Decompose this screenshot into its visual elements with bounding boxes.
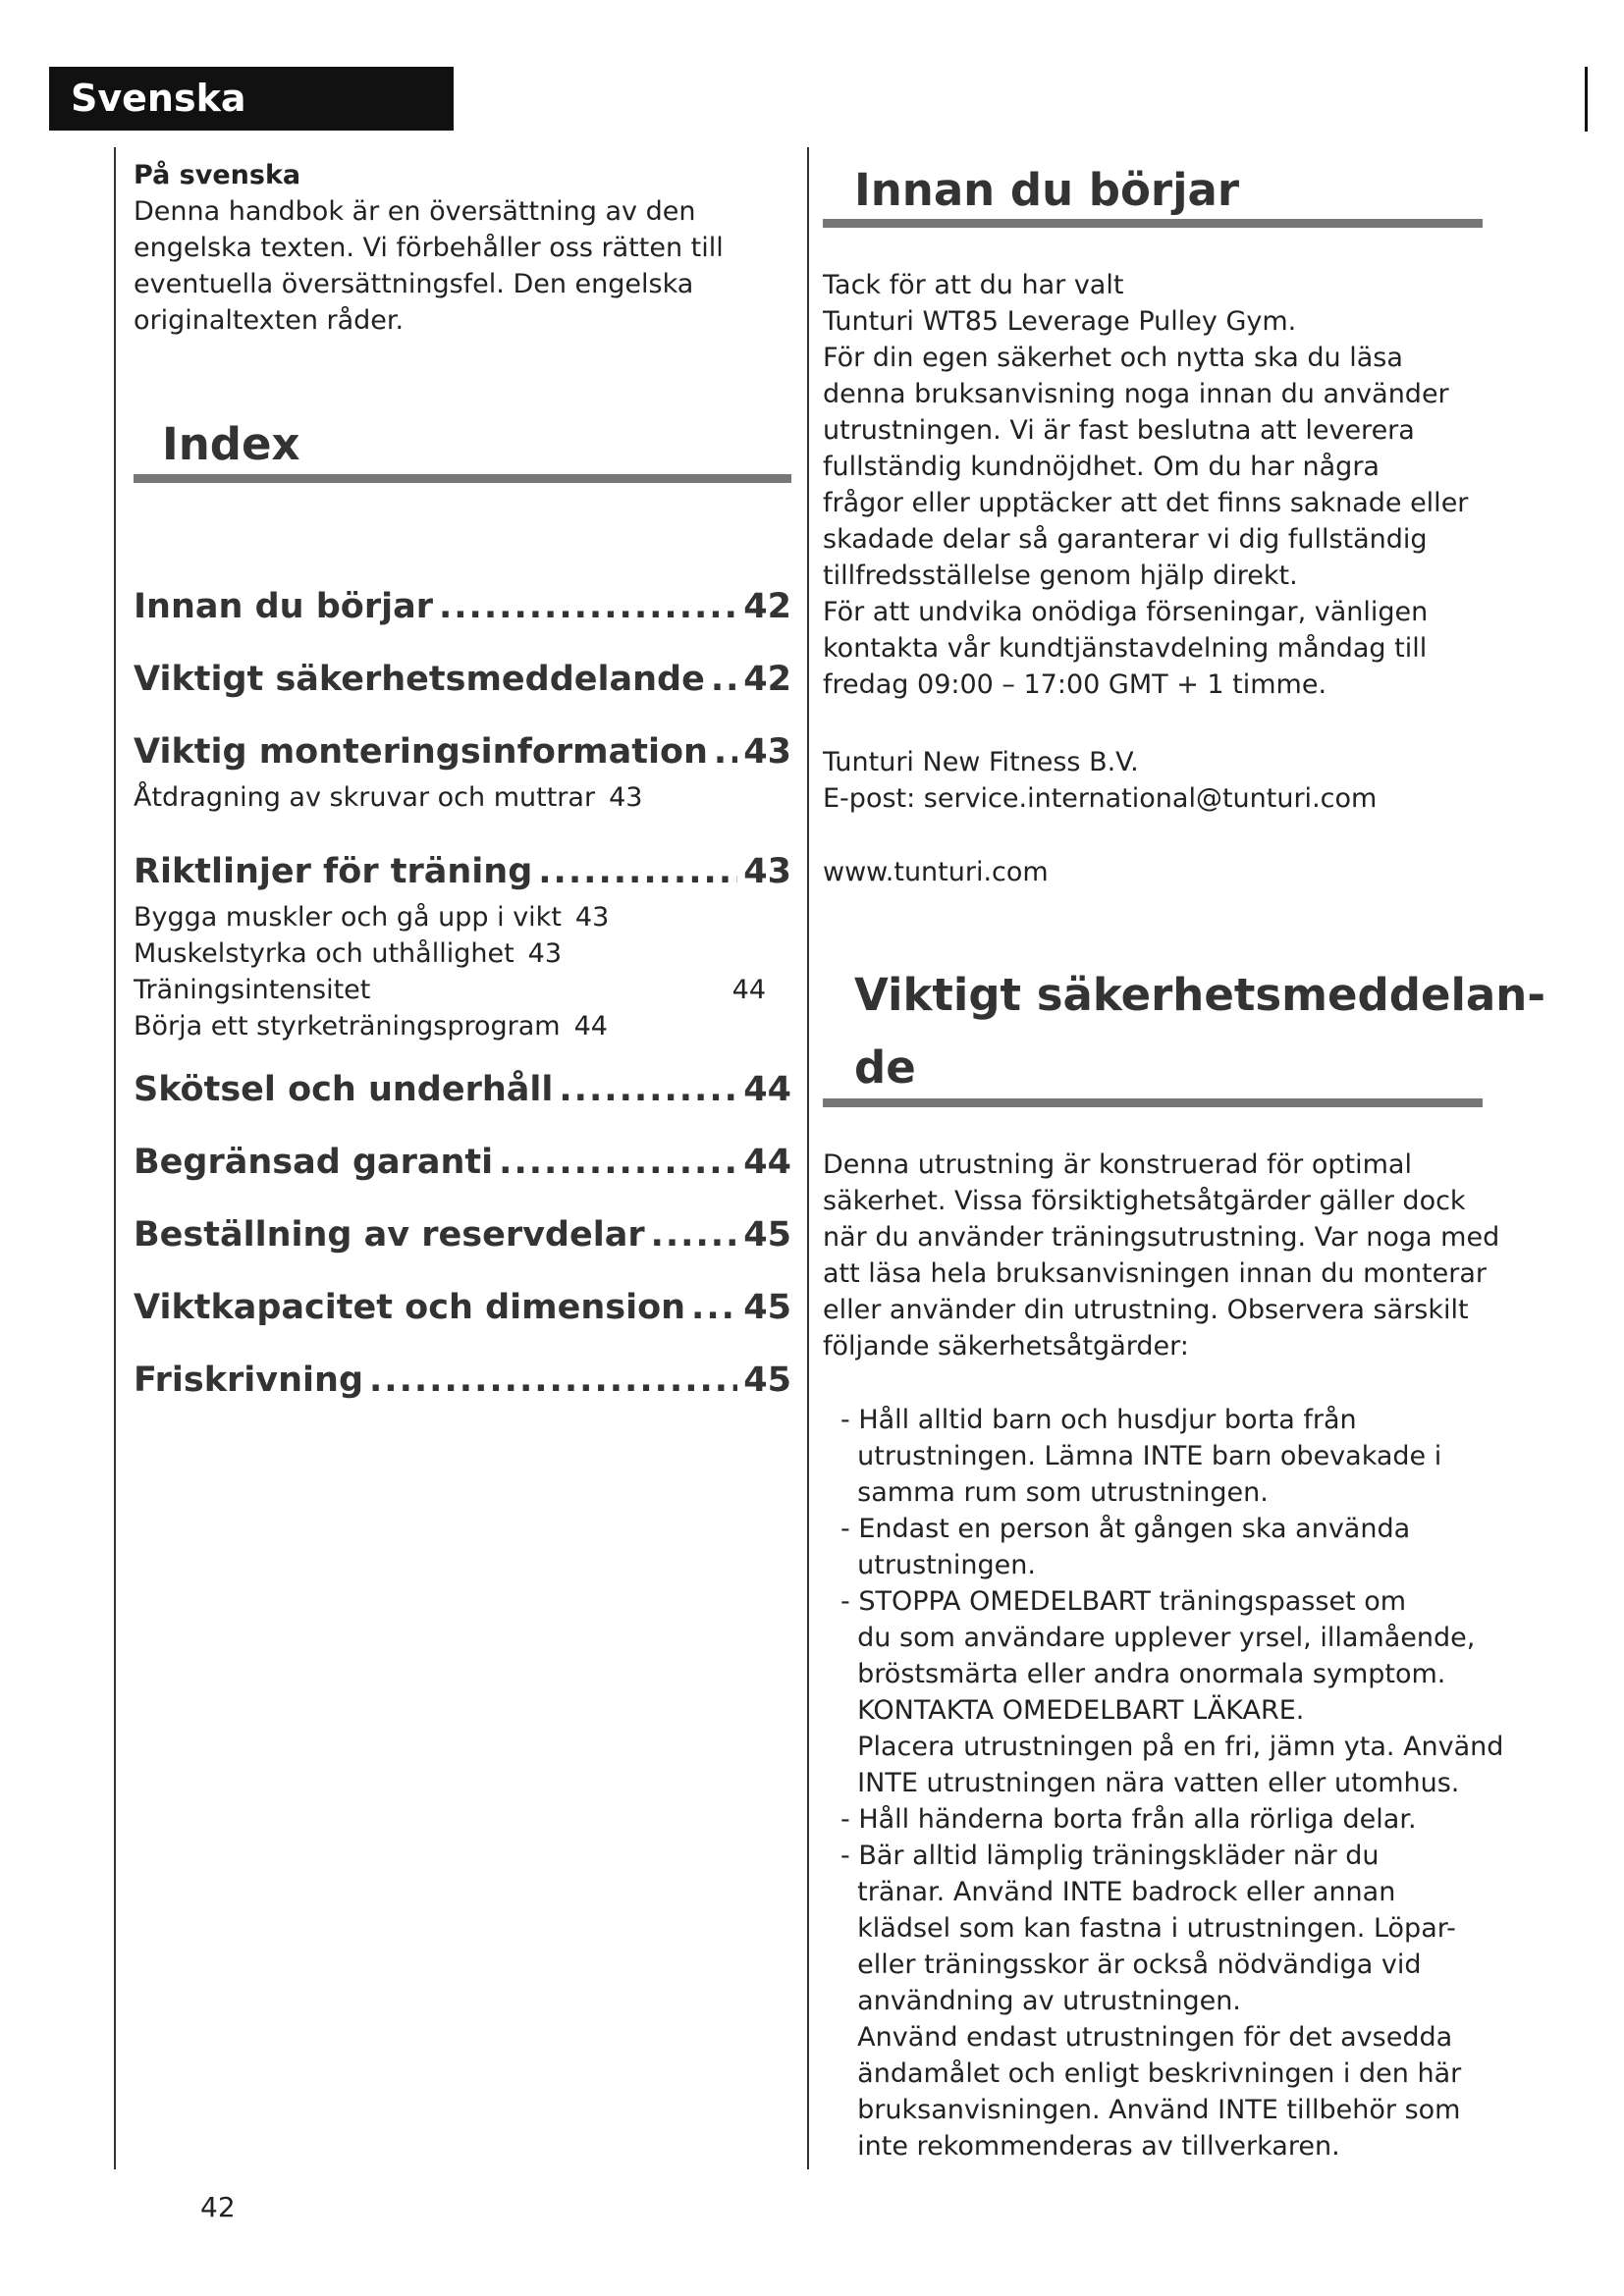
safety-paragraph: [823, 1147, 1500, 1364]
toc-sub-entry[interactable]: Träningsintensitet 44: [134, 975, 766, 1005]
center-column-rule: [807, 147, 809, 2169]
toc-entry[interactable]: Viktkapacitet och dimension ..... 45: [134, 1288, 791, 1335]
bullet-line: - STOPPA OMEDELBART träningspasset om: [840, 1586, 1407, 1617]
bullet-line: ändamålet och enligt beskrivningen i den här: [840, 2058, 1462, 2089]
paragraph-line: fullständig kundnöjdhet. Om du har några: [823, 452, 1380, 482]
toc-entry[interactable]: Riktlinjer för träning ..... 43: [134, 852, 791, 899]
paragraph-line: fredag 09:00 – 17:00 GMT + 1 timme.: [823, 669, 1327, 700]
bullet-line: bröstsmärta eller andra onormala symptom.: [840, 1659, 1446, 1689]
bullet-line: Placera utrustningen på en fri, jämn yta. Använd: [840, 1732, 1504, 1762]
paragraph-line: att läsa hela bruksanvisningen innan du monterar: [823, 1258, 1488, 1289]
toc-entry[interactable]: Skötsel och underhåll ..... 44: [134, 1070, 791, 1117]
heading-sakerhetsmeddelande-line1: Viktigt säkerhetsmeddelan-: [854, 969, 1546, 1021]
toc-entry[interactable]: Viktigt säkerhetsmeddelande ..... 42: [134, 660, 791, 707]
company-name: Tunturi New Fitness B.V.: [823, 747, 1139, 777]
paragraph-line: frågor eller upptäcker att det finns saknade eller: [823, 488, 1469, 518]
heading1-rule: [823, 219, 1483, 228]
intro-line-4: originaltexten råder.: [134, 305, 405, 336]
table-of-contents: [134, 587, 791, 1408]
toc-entry[interactable]: Viktig monteringsinformation ..... 43: [134, 732, 791, 779]
toc-entry[interactable]: Innan du börjar ..... 42: [134, 587, 791, 634]
bullet-line: - Bär alltid lämplig träningskläder när du: [840, 1841, 1380, 1871]
intro-line-1: Denna handbok är en översättning av den: [134, 196, 696, 227]
paragraph-line: Tack för att du har valt: [823, 270, 1124, 300]
index-heading: Index: [162, 418, 300, 470]
bullet-line: samma rum som utrustningen.: [840, 1477, 1269, 1508]
safety-list: [840, 1402, 1508, 2164]
bullet-line: utrustningen. Lämna INTE barn obevakade i: [840, 1441, 1442, 1471]
toc-sub-entry[interactable]: Muskelstyrka och uthållighet 43: [134, 938, 563, 969]
toc-entry[interactable]: Friskrivning ..... 45: [134, 1361, 791, 1408]
bullet-line: utrustningen.: [840, 1550, 1036, 1580]
paragraph-line: eller använder din utrustning. Observera särskilt: [823, 1295, 1469, 1325]
bullet-line: - Håll alltid barn och husdjur borta från: [840, 1405, 1357, 1435]
index-heading-rule: [134, 474, 791, 483]
bullet-line: klädsel som kan fastna i utrustningen. Löpar-: [840, 1913, 1456, 1944]
paragraph-line: skadade delar så garanterar vi dig fullständig: [823, 524, 1428, 555]
bullet-line: tränar. Använd INTE badrock eller annan: [840, 1877, 1396, 1907]
bullet-line: Använd endast utrustningen för det avsedda: [840, 2022, 1453, 2053]
bullet-line: inte rekommenderas av tillverkaren.: [840, 2131, 1340, 2162]
bullet-line: du som användare upplever yrsel, illamående,: [840, 1623, 1476, 1653]
heading-innan-du-borjar: Innan du börjar: [854, 164, 1240, 216]
bullet-line: bruksanvisningen. Använd INTE tillbehör som: [840, 2095, 1461, 2125]
paragraph-line: denna bruksanvisning noga innan du använder: [823, 379, 1449, 409]
bullet-line: eller träningsskor är också nödvändiga vid: [840, 1949, 1422, 1980]
bullet-line: INTE utrustningen nära vatten eller utomhus.: [840, 1768, 1460, 1798]
paragraph-line: För att undvika onödiga förseningar, vänligen: [823, 597, 1429, 627]
intro-paragraph: [823, 267, 1490, 703]
bullet-line: - Håll händerna borta från alla rörliga delar.: [840, 1804, 1417, 1835]
paragraph-line: säkerhet. Vissa försiktighetsåtgärder gäller dock: [823, 1186, 1466, 1216]
intro-line-2: engelska texten. Vi förbehåller oss rätten till: [134, 233, 724, 263]
page-number: 42: [200, 2191, 236, 2223]
intro-line-3: eventuella översättningsfel. Den engelska: [134, 269, 694, 299]
toc-sub-entry[interactable]: Börja ett styrketräningsprogram 44: [134, 1011, 608, 1041]
toc-sub-entry[interactable]: Bygga muskler och gå upp i vikt 43: [134, 902, 610, 933]
heading-sakerhetsmeddelande-line2: de: [854, 1041, 916, 1094]
bullet-line: - Endast en person åt gången ska använda: [840, 1514, 1411, 1544]
paragraph-line: För din egen säkerhet och nytta ska du läsa: [823, 343, 1403, 373]
paragraph-line: utrustningen. Vi är fast beslutna att leverera: [823, 415, 1415, 446]
website-link[interactable]: www.tunturi.com: [823, 857, 1049, 887]
toc-entry[interactable]: Beställning av reservdelar ..... 45: [134, 1215, 791, 1262]
bullet-line: KONTAKTA OMEDELBART LÄKARE.: [840, 1695, 1305, 1726]
toc-sub-entry[interactable]: Åtdragning av skruvar och muttrar 43: [134, 782, 643, 813]
bullet-line: användning av utrustningen.: [840, 1986, 1241, 2016]
left-column-rule: [114, 147, 116, 2169]
corner-crop-mark: [1585, 67, 1588, 132]
paragraph-line: Denna utrustning är konstruerad för optimal: [823, 1149, 1412, 1180]
paragraph-line: Tunturi WT85 Leverage Pulley Gym.: [823, 306, 1297, 337]
paragraph-line: när du använder träningsutrustning. Var noga med: [823, 1222, 1500, 1253]
heading2-rule: [823, 1098, 1483, 1107]
intro-title: På svenska: [134, 160, 301, 190]
language-tab: Svenska: [49, 67, 454, 131]
toc-entry[interactable]: Begränsad garanti ..... 44: [134, 1143, 791, 1190]
paragraph-line: tillfredsställelse genom hjälp direkt.: [823, 561, 1298, 591]
contact-email[interactable]: E-post: service.international@tunturi.com: [823, 783, 1378, 814]
paragraph-line: följande säkerhetsåtgärder:: [823, 1331, 1189, 1362]
paragraph-line: kontakta vår kundtjänstavdelning måndag till: [823, 633, 1428, 664]
